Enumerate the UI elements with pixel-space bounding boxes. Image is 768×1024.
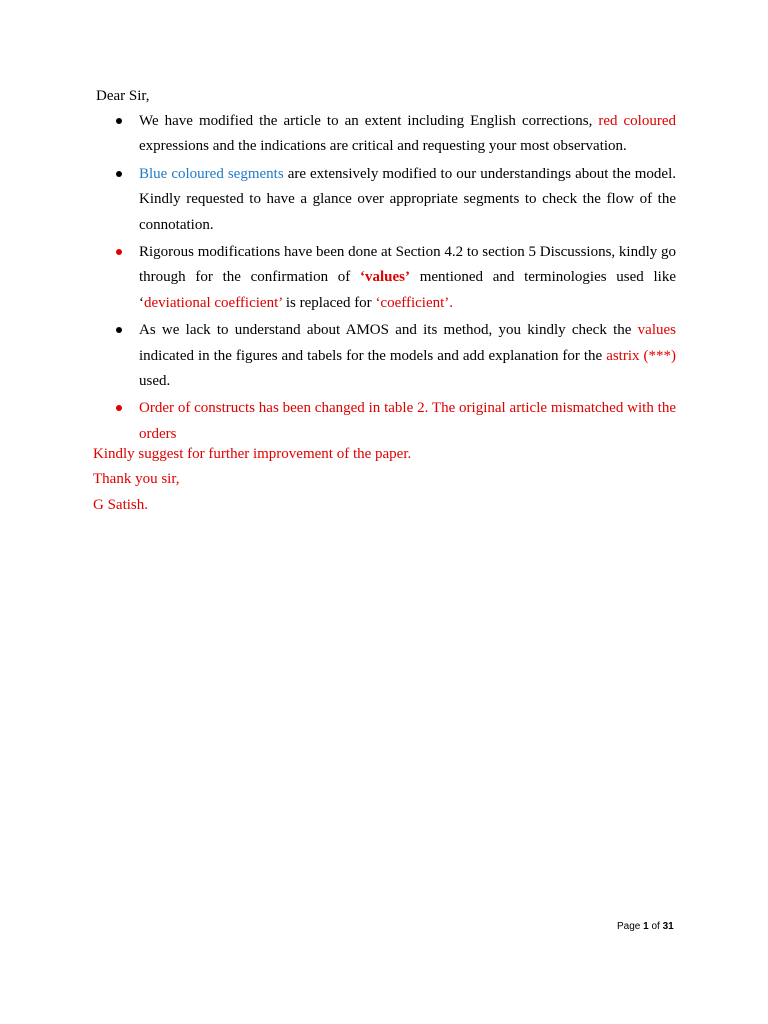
red-highlight: ‘coefficient’.	[375, 294, 454, 311]
signature-name: G Satish.	[93, 496, 149, 513]
text-segment: expressions and the indications are critical and requesting your most observation.	[139, 138, 627, 155]
blue-highlight: Blue coloured segments	[139, 165, 284, 182]
red-highlight: ‘values’	[360, 269, 410, 286]
total-pages-number: 31	[662, 921, 674, 932]
bullet-icon	[116, 405, 122, 411]
bullet-text	[139, 396, 676, 447]
text-segment: used.	[139, 373, 171, 390]
page-word: Page	[617, 921, 641, 932]
page-number-footer	[617, 920, 674, 934]
bullet-list	[0, 109, 768, 449]
closing-request: Kindly suggest for further improvement of the paper.	[93, 446, 412, 462]
closing-block	[93, 442, 411, 518]
red-highlight: Order of constructs has been changed in table 2. The original article mismatched with the orders	[139, 400, 676, 442]
list-item	[0, 162, 768, 238]
bullet-icon	[116, 118, 122, 124]
salutation: Dear Sir,	[96, 88, 150, 104]
bullet-icon	[116, 171, 122, 177]
bullet-text	[139, 318, 676, 394]
bullet-text	[139, 109, 676, 160]
text-segment: We have modified the article to an extent including English corrections,	[139, 113, 599, 129]
bullet-icon	[116, 249, 122, 255]
red-highlight: red coloured	[598, 113, 676, 129]
text-segment: Rigorous modifications have been done at Section 4.2 to section 5 Discussions, kindly go through for the confirmation of	[139, 244, 677, 286]
list-item	[0, 396, 768, 447]
closing-thanks: Thank you sir,	[93, 471, 180, 488]
text-segment: is replaced for	[282, 294, 376, 311]
bullet-text	[139, 240, 676, 316]
list-item	[0, 318, 768, 394]
red-highlight: values	[637, 322, 676, 339]
red-highlight: astrix (***)	[606, 347, 676, 364]
of-word: of	[651, 921, 660, 932]
bullet-icon	[116, 327, 122, 333]
text-segment: are extensively modified to our understandings about the model. Kindly requested to have a glance over appropriate segments to check the flow of the connotation.	[139, 165, 676, 233]
bullet-text	[139, 162, 676, 238]
red-highlight: deviational coefficient’	[144, 294, 283, 311]
list-item	[0, 109, 768, 160]
text-segment: mentioned and terminologies used like ‘	[139, 269, 676, 311]
list-item	[0, 240, 768, 316]
text-segment: indicated in the figures and tabels for the models and add explanation for the	[139, 347, 607, 364]
text-segment: As we lack to understand about AMOS and its method, you kindly check the	[139, 322, 638, 339]
current-page-number: 1	[643, 921, 649, 932]
